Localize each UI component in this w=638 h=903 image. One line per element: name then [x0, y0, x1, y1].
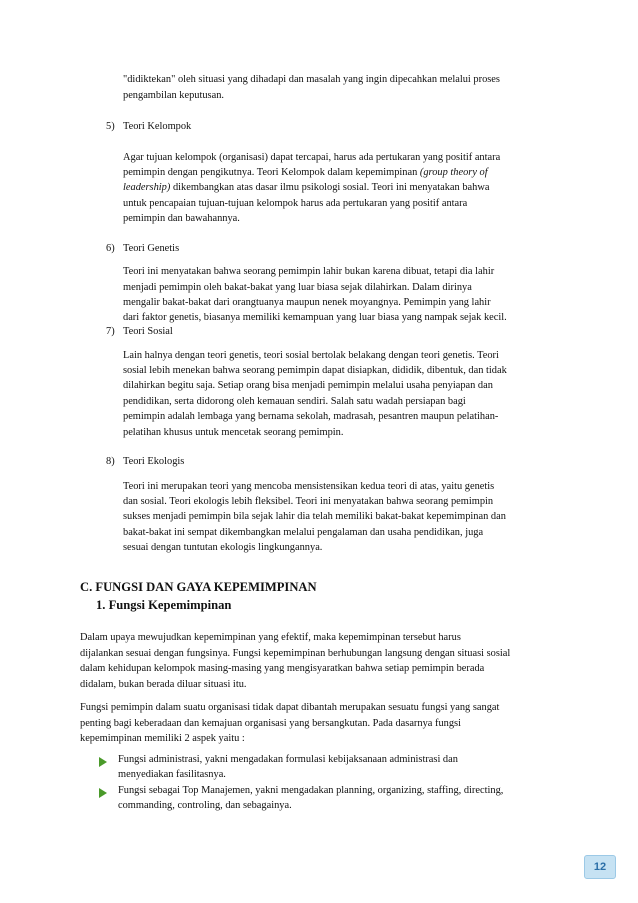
- paragraph-line: dan sosial. Teori ekologis lebih fleksibel. Teori ini menyatakan bahwa seorang pemimpin: [123, 496, 494, 507]
- item-number: 7): [106, 326, 115, 337]
- paragraph-line: Teori ini menyatakan bahwa seorang pemimpin lahir bukan karena dibuat, tetapi dia lahir: [123, 266, 495, 277]
- item-title: Teori Kelompok: [123, 121, 192, 132]
- subsection-heading: 1. Fungsi Kepemimpinan: [96, 598, 232, 612]
- paragraph-line: mengalir bakat-bakat dari orangtuanya maupun nenek moyangnya. Pemimpin yang lahir: [123, 297, 491, 308]
- paragraph-line: pengambilan keputusan.: [123, 90, 224, 101]
- page-number-badge: 12: [584, 855, 616, 879]
- bullet-line: commanding, controling, dan sebagainya.: [118, 800, 292, 811]
- section-heading: C. FUNGSI DAN GAYA KEPEMIMPINAN: [80, 580, 317, 594]
- italic-term: (group theory of: [419, 167, 488, 178]
- paragraph-line: dilahirkan begitu saja. Setiap orang bisa menjadi pemimpin melalui usaha penyiapan dan: [123, 380, 493, 391]
- item-title: Teori Ekologis: [123, 456, 185, 467]
- bullet-line: menyediakan fasilitasnya.: [118, 769, 226, 780]
- paragraph-line: kepemimpinan memiliki 2 aspek yaitu :: [80, 733, 245, 744]
- bullet-line: Fungsi administrasi, yakni mengadakan formulasi kebijaksanaan administrasi dan: [118, 754, 458, 765]
- paragraph-line: dijalankan sesuai dengan fungsinya. Fungsi kepemimpinan berhubungan langsung dengan situasi sosial: [80, 648, 511, 659]
- italic-term: leadership): [123, 182, 171, 193]
- paragraph-line: pemimpin dan bawahannya.: [123, 213, 240, 224]
- paragraph-line: pendidikan, serta didorong oleh kemauan sendiri. Salah satu wadah persiapan bagi: [123, 396, 466, 407]
- item-number: 8): [106, 456, 115, 467]
- paragraph-line: pemimpin dengan pengikutnya. Teori Kelompok dalam kepemimpinan (group theory of: [123, 167, 488, 178]
- paragraph-line: sesuai dengan tuntutan ekologis lingkungannya.: [123, 542, 323, 553]
- paragraph-line: dalam kehidupan kelompok masing-masing yang mengisyaratkan bahwa setiap pemimpin berada: [80, 663, 485, 674]
- paragraph-line: "didiktekan" oleh situasi yang dihadapi dan masalah yang ingin dipecahkan melalui proses: [123, 74, 500, 85]
- bullet-line: Fungsi sebagai Top Manajemen, yakni mengadakan planning, organizing, staffing, directing,: [118, 785, 504, 796]
- paragraph-line: Teori ini merupakan teori yang mencoba mensistensikan kedua teori di atas, yaitu genetis: [123, 481, 495, 492]
- paragraph-line: penting bagi keberadaan dan kemajuan organisasi yang bersangkutan. Pada dasarnya fungsi: [80, 718, 461, 729]
- item-number: 5): [106, 121, 115, 132]
- paragraph-line: leadership) dikembangkan atas dasar ilmu psikologi sosial. Teori ini menyatakan bahwa: [123, 182, 490, 193]
- paragraph-line: menjadi pemimpin oleh bakat-bakat yang luar biasa sejak dilahirkan. Dalam dirinya: [123, 282, 472, 293]
- paragraph-line: bakat-bakat ini sempat dikembangkan melalui pengalaman dan usaha pendidikan, juga: [123, 527, 484, 538]
- item-number: 6): [106, 243, 115, 254]
- item-title: Teori Sosial: [123, 326, 173, 337]
- paragraph-line: pemimpin adalah lembaga yang bernama sekolah, madrasah, pesantren maupun pelatihan-: [123, 411, 499, 422]
- paragraph-line: pelatihan khusus untuk mencetak seorang pemimpin.: [123, 427, 344, 438]
- arrow-bullet-icon: [99, 788, 107, 798]
- paragraph-line: Agar tujuan kelompok (organisasi) dapat tercapai, harus ada pertukaran yang positif antara: [123, 152, 501, 163]
- paragraph-line: Dalam upaya mewujudkan kepemimpinan yang efektif, maka kepemimpinan tersebut harus: [80, 632, 461, 643]
- paragraph-line: Lain halnya dengan teori genetis, teori sosial bertolak belakang dengan teori genetis. Teori: [123, 350, 499, 361]
- paragraph-line: didalam, bukan berada diluar situasi itu.: [80, 679, 247, 690]
- paragraph-line: sukses menjadi pemimpin bila sejak lahir dia telah memiliki bakat-bakat kepemimpinan dan: [123, 511, 506, 522]
- paragraph-line: sosial lebih menekan bahwa seorang pemimpin dapat disiapkan, dididik, dibentuk, dan tidak: [123, 365, 507, 376]
- paragraph-line: untuk pencapaian tujuan-tujuan kelompok harus ada pertukaran yang positif antara: [123, 198, 468, 209]
- arrow-bullet-icon: [99, 757, 107, 767]
- item-title: Teori Genetis: [123, 243, 180, 254]
- paragraph-line: Fungsi pemimpin dalam suatu organisasi tidak dapat dibantah merupakan sesuatu fungsi yang sangat: [80, 702, 500, 713]
- paragraph-line: dari faktor genetis, biasanya memiliki kemampuan yang luar biasa yang nampak sejak kecil.: [123, 312, 507, 323]
